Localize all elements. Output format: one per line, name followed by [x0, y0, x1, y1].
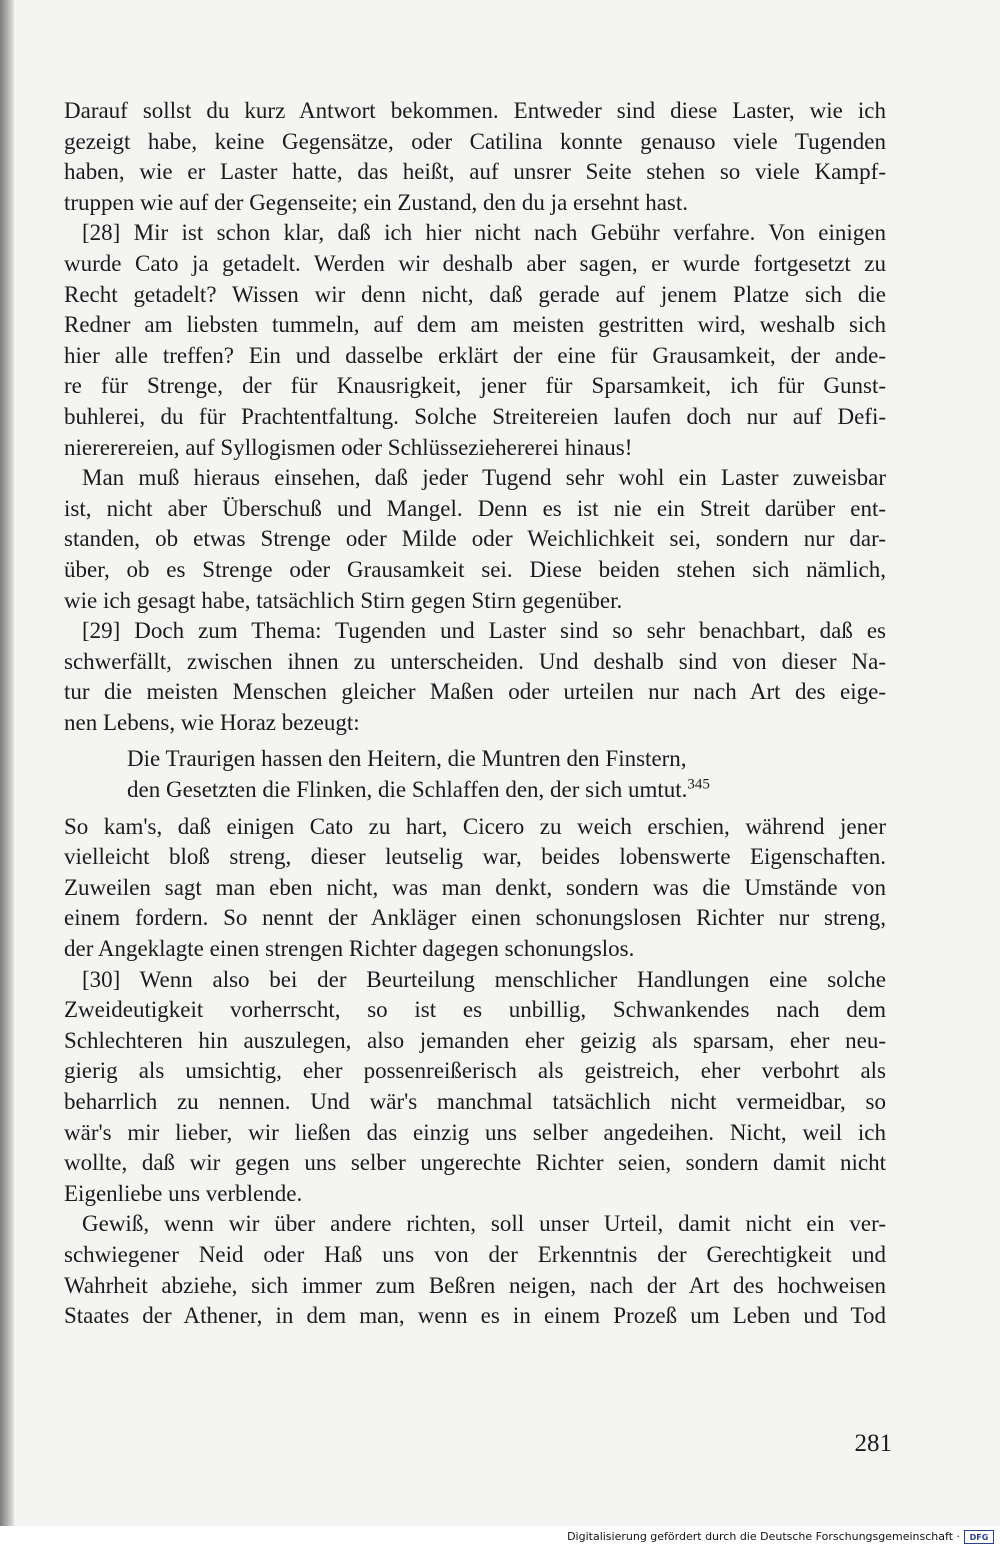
verse-quote [64, 744, 886, 805]
text-line: nen Lebens, wie Horaz bezeugt: [64, 709, 360, 735]
text-line: Schlechteren hin auszulegen, also jemanden eher geizig als sparsam, eher neu- [64, 1027, 886, 1053]
paragraph [64, 96, 886, 218]
text-line: Staates der Athener, in dem man, wenn es in einem Prozeß um Leben und Tod [64, 1303, 886, 1329]
text-line: Wahrheit abziehe, sich immer zum Beßren neigen, nach der Art des hochweisen [64, 1272, 886, 1298]
text-line: Eigenliebe uns verblende. [64, 1180, 303, 1206]
text-line: Gewiß, wenn wir über andere richten, soll unser Urteil, damit nicht ein ver- [82, 1211, 886, 1237]
footnote-mark: 345 [687, 776, 710, 793]
body-text [64, 96, 886, 1332]
text-line: [29] Doch zum Thema: Tugenden und Laster sind so sehr benachbart, daß es [82, 618, 886, 644]
text-line: [28] Mir ist schon klar, daß ich hier nicht nach Gebühr verfahre. Von einigen [82, 220, 886, 246]
paragraph [64, 812, 886, 965]
text-line: buhlerei, du für Prachtentfaltung. Solche Streitereien laufen doch nur auf Defi- [64, 403, 886, 429]
text-line: schwerfällt, zwischen ihnen zu unterscheiden. Und deshalb sind von dieser Na- [64, 648, 886, 674]
text-line: der Angeklagte einen strengen Richter dagegen schonungslos. [64, 936, 635, 962]
text-line: re für Strenge, der für Knausrigkeit, jener für Sparsamkeit, ich für Gunst- [64, 373, 886, 399]
dfg-logo-icon: DFG [964, 1530, 994, 1544]
text-line: gezeigt habe, keine Gegensätze, oder Catilina konnte genauso viele Tugenden [64, 128, 886, 154]
text-line: niererereien, auf Syllogismen oder Schlüsseziehererei hinaus! [64, 434, 633, 460]
paragraph [64, 218, 886, 463]
verse-line-1: Die Traurigen hassen den Heitern, die Muntren den Finstern, [127, 746, 687, 772]
text-line: wurde Cato ja getadelt. Werden wir deshalb aber sagen, er wurde fortgesetzt zu [64, 250, 886, 276]
text-line: Zweideutigkeit vorherrscht, so ist es unbillig, Schwankendes nach dem [64, 997, 886, 1023]
text-line: über, ob es Strenge oder Grausamkeit sei. Diese beiden stehen sich nämlich, [64, 556, 886, 582]
text-line: vielleicht bloß streng, dieser leutselig war, beides lobenswerte Eigenschaften. [64, 844, 886, 870]
footer-credit: Digitalisierung gefördert durch die Deutsche Forschungsgemeinschaft · [567, 1530, 960, 1543]
paragraph [64, 965, 886, 1210]
digitization-footer [0, 1526, 1000, 1549]
text-line: hier alle treffen? Ein und dasselbe erklärt der eine für Grausamkeit, der ande- [64, 342, 886, 368]
text-line: [30] Wenn also bei der Beurteilung menschlicher Handlungen eine solche [82, 966, 886, 992]
text-line: Man muß hieraus einsehen, daß jeder Tugend sehr wohl ein Laster zuweisbar [82, 465, 886, 491]
text-line: einem fordern. So nennt der Ankläger einen schonungslosen Richter nur streng, [64, 905, 886, 931]
text-line: gierig als umsichtig, eher possenreißerisch als geistreich, eher verbohrt als [64, 1058, 886, 1084]
text-line: tur die meisten Menschen gleicher Maßen oder urteilen nur nach Art des eige- [64, 679, 886, 705]
text-line: haben, wie er Laster hatte, das heißt, auf unsrer Seite stehen so viele Kampf- [64, 159, 886, 185]
text-line: Recht getadelt? Wissen wir denn nicht, daß gerade auf jenem Platze sich die [64, 281, 886, 307]
paragraph [64, 616, 886, 738]
text-line: ist, nicht aber Überschuß und Mangel. Denn es ist nie ein Streit darüber ent- [64, 495, 886, 521]
verse-line-2-text: den Gesetzten die Flinken, die Schlaffen den, der sich umtut. [127, 777, 688, 803]
verse-line-2 [64, 775, 886, 806]
text-line: Redner am liebsten tummeln, auf dem am meisten gestritten wird, weshalb sich [64, 312, 886, 338]
text-line: wollte, daß wir gegen uns selber ungerechte Richter seien, sondern damit nicht [64, 1150, 886, 1176]
text-line: beharrlich zu nennen. Und wär's manchmal tatsächlich nicht vermeidbar, so [64, 1089, 886, 1114]
text-line: truppen wie auf der Gegenseite; ein Zustand, den du ja ersehnt hast. [64, 189, 688, 215]
text-line: standen, ob etwas Strenge oder Milde oder Weichlichkeit sei, sondern nur dar- [64, 526, 886, 552]
text-line: wär's mir lieber, wir ließen das einzig uns selber angedeihen. Nicht, weil ich [64, 1119, 886, 1145]
text-line: wie ich gesagt habe, tatsächlich Stirn gegen Stirn gegenüber. [64, 587, 623, 613]
text-line: So kam's, daß einigen Cato zu hart, Cicero zu weich erschien, während jener [64, 813, 886, 839]
paragraph [64, 1209, 886, 1331]
paragraphs-before-verse [64, 96, 886, 738]
text-line: Zuweilen sagt man eben nicht, was man denkt, sondern was die Umstände von [64, 874, 886, 900]
page-binding-shadow [0, 0, 14, 1526]
text-line: Darauf sollst du kurz Antwort bekommen. Entweder sind diese Laster, wie ich [64, 98, 886, 123]
paragraphs-after-verse [64, 812, 886, 1332]
page-number: 281 [854, 1430, 892, 1457]
paragraph [64, 463, 886, 616]
text-line: schwiegener Neid oder Haß uns von der Erkenntnis der Gerechtigkeit und [64, 1241, 886, 1267]
